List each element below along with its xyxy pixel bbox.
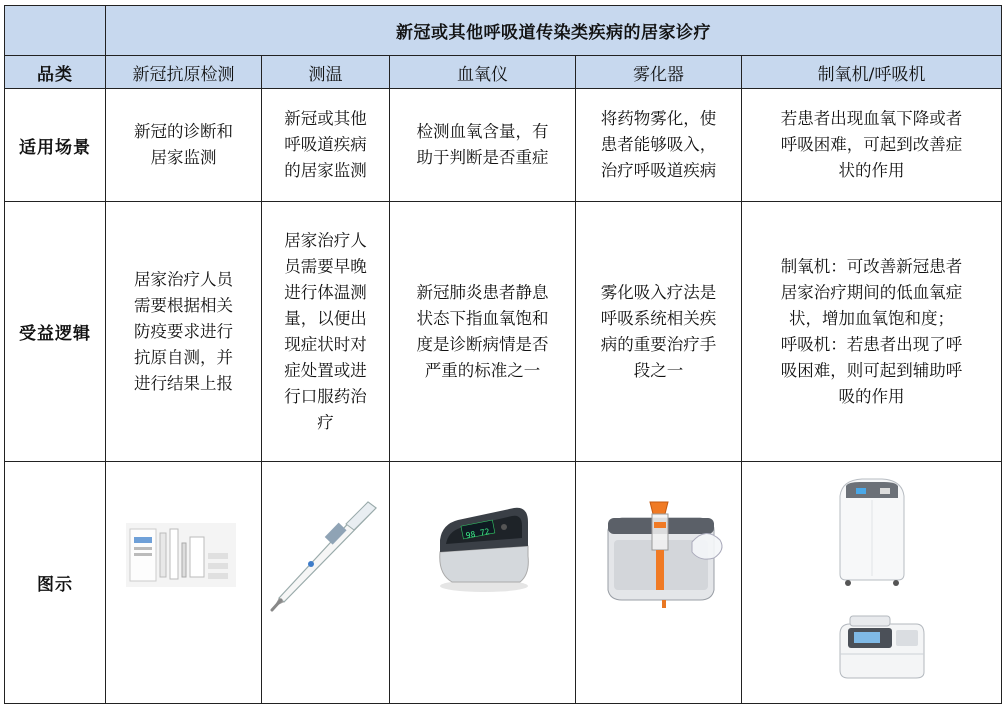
- cell-line: 呼吸系统相关疾: [600, 308, 717, 328]
- cell-line: 若患者出现血氧下降或者: [780, 109, 963, 128]
- scene-cell: [742, 89, 1002, 202]
- cell-line: 雾化吸入疗法是: [600, 282, 717, 302]
- corner-cell: [5, 6, 106, 56]
- thermometer-icon: [264, 494, 382, 614]
- category-oxygen-ventilator: 制氧机/呼吸机: [742, 56, 1002, 89]
- scene-cell: [106, 89, 262, 202]
- cell-line: 员需要早晚: [284, 256, 367, 276]
- cell-line: 状，增加血氧饱和度；: [789, 308, 955, 328]
- image-cell-oximeter: [390, 462, 576, 704]
- table-title: 新冠或其他呼吸道传染类疾病的居家诊疗: [106, 6, 1002, 56]
- cell-line: 居家监测: [150, 148, 217, 167]
- cell-line: 居家治疗人员: [134, 269, 233, 289]
- category-nebulizer: 雾化器: [576, 56, 742, 89]
- cell-line: 状态下指血氧饱和: [416, 308, 549, 328]
- cell-line: 居家治疗期间的低血氧症: [780, 282, 963, 302]
- logic-cell: [390, 202, 576, 462]
- scene-cell: [576, 89, 742, 202]
- cell-line: 患者能够吸入，: [600, 135, 717, 154]
- oxygen-concentrator-icon: [834, 476, 910, 588]
- svg-text:98 72: 98 72: [465, 526, 491, 541]
- cell-line: 段之一: [633, 360, 684, 380]
- cell-line: 新冠肺炎患者静息: [416, 282, 549, 302]
- cell-line: 吸的作用: [838, 386, 905, 406]
- cell-line: 制氧机：可改善新冠患者: [780, 256, 963, 276]
- pulse-oximeter-icon: [434, 500, 534, 595]
- nebulizer-icon: [600, 500, 730, 610]
- image-cell-thermometer: [262, 462, 390, 704]
- antigen-test-kit-icon: [126, 523, 236, 587]
- cell-line: 抗原自测，并: [134, 347, 233, 367]
- logic-cell: [262, 202, 390, 462]
- row-label-logic: 受益逻辑: [5, 202, 106, 462]
- cell-line: 呼吸困难，可起到改善症: [780, 135, 963, 154]
- cell-line: 呼吸机：若患者出现了呼: [780, 334, 963, 354]
- category-temperature: 测温: [262, 56, 390, 89]
- row-label-scene: 适用场景: [5, 89, 106, 202]
- cell-line: 居家治疗人: [284, 230, 367, 250]
- cell-line: 将药物雾化，使: [600, 109, 717, 128]
- cell-line: 新冠或其他: [284, 109, 367, 128]
- cell-line: 量，以便出: [284, 308, 367, 328]
- cell-line: 吸困难，则可起到辅助呼: [780, 360, 963, 380]
- cell-line: 状的作用: [838, 161, 905, 180]
- cell-line: 病的重要治疗手: [600, 334, 717, 354]
- logic-cell: [576, 202, 742, 462]
- cell-line: 症处置或进: [284, 360, 367, 380]
- cell-line: 需要根据相关: [134, 295, 233, 315]
- cell-line: 疗: [317, 412, 334, 432]
- cell-line: 新冠的诊断和: [134, 122, 233, 141]
- cell-line: 严重的标准之一: [424, 360, 541, 380]
- cell-line: 现症状时对: [284, 334, 367, 354]
- row-label-image: 图示: [5, 462, 106, 704]
- cell-line: 行口服药治: [284, 386, 367, 406]
- cell-line: 度是诊断病情是否: [416, 334, 549, 354]
- image-cell-oxygen-ventilator: [742, 462, 1002, 704]
- logic-cell: [742, 202, 1002, 462]
- cell-line: 呼吸道疾病: [284, 135, 367, 154]
- comparison-table: [4, 5, 1002, 704]
- category-antigen-test: 新冠抗原检测: [106, 56, 262, 89]
- cell-line: 进行结果上报: [134, 373, 233, 393]
- logic-cell: [106, 202, 262, 462]
- scene-cell: [390, 89, 576, 202]
- ventilator-icon: [836, 614, 928, 680]
- cell-line: 治疗呼吸道疾病: [600, 161, 717, 180]
- image-cell-antigen: [106, 462, 262, 704]
- cell-line: 检测血氧含量，有: [416, 122, 549, 141]
- cell-line: 防疫要求进行: [134, 321, 233, 341]
- scene-cell: [262, 89, 390, 202]
- cell-line: 进行体温测: [284, 282, 367, 302]
- category-oximeter: 血氧仪: [390, 56, 576, 89]
- cell-line: 助于判断是否重症: [416, 148, 549, 167]
- cell-line: 的居家监测: [284, 161, 367, 180]
- header-label: 品类: [5, 56, 106, 89]
- image-cell-nebulizer: [576, 462, 742, 704]
